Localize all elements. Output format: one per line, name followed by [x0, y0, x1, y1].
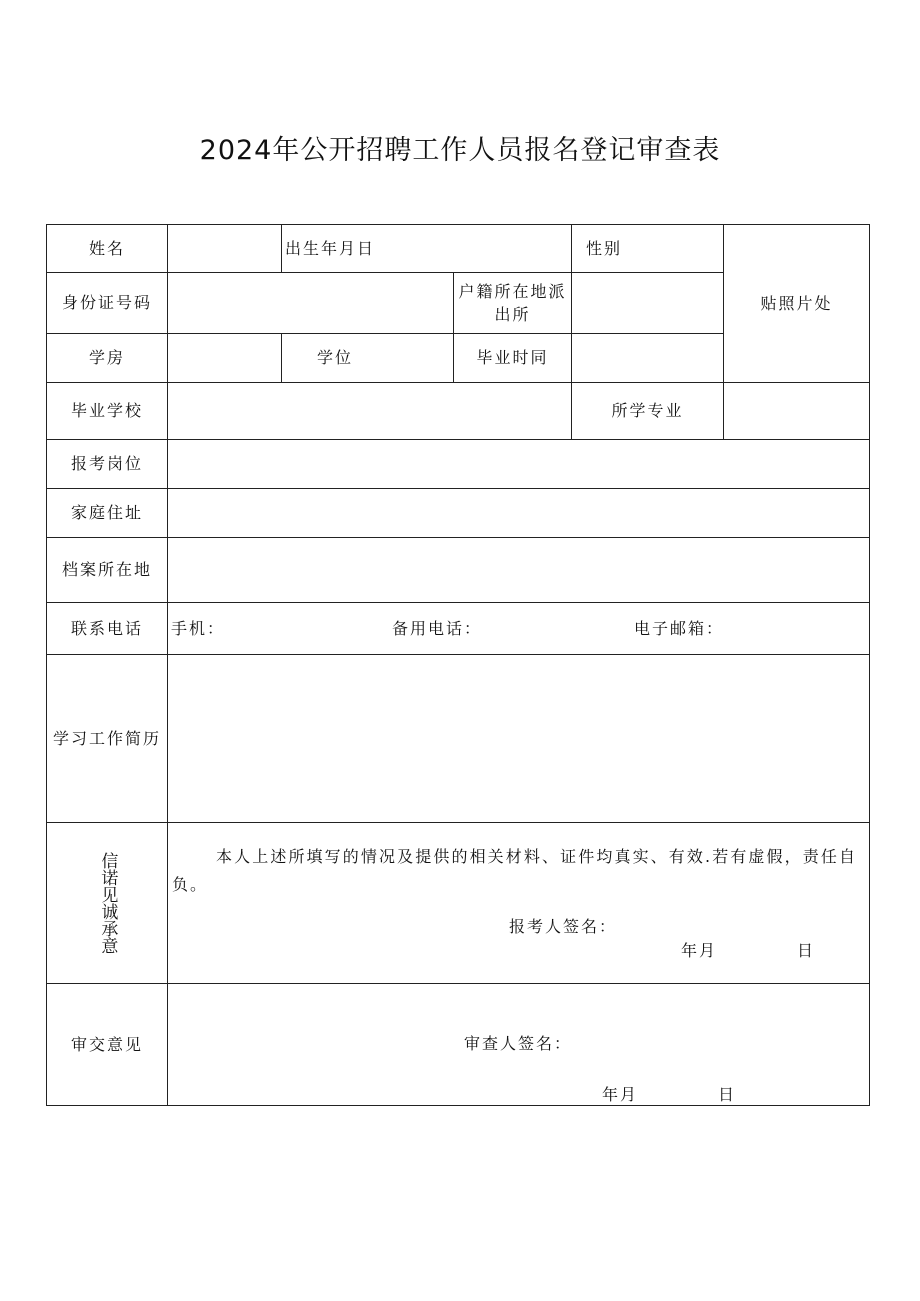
label-pledge: 信诺见诚承意 — [46, 822, 168, 984]
applicant-signature-label: 报考人签名： — [509, 917, 618, 936]
label-resume: 学习工作简历 — [46, 654, 168, 823]
registration-form — [46, 224, 870, 1106]
name-field[interactable] — [167, 224, 282, 273]
label-grad-time: 毕业时同 — [453, 333, 572, 383]
education-field[interactable] — [167, 333, 282, 383]
reviewer-signature-label: 审查人签名： — [464, 1034, 573, 1053]
address-field[interactable] — [167, 488, 870, 538]
pledge-year-month: 年月 — [681, 941, 718, 960]
pledge-text: 本人上述所填写的情况及提供的相关材料、证件均真实、有效.若有虚假，责任自负。 — [172, 847, 857, 894]
label-school: 毕业学校 — [46, 382, 168, 440]
label-archive: 档案所在地 — [46, 537, 168, 603]
label-degree: 学位 — [281, 333, 454, 383]
email-label: 电子邮箱： — [634, 618, 725, 638]
label-birth[interactable]: 出生年月日 — [281, 224, 572, 273]
label-gender[interactable]: 性别 — [571, 224, 724, 273]
photo-area: 贴照片处 — [723, 224, 870, 383]
id-number-field[interactable] — [167, 272, 454, 334]
label-education: 学房 — [46, 333, 168, 383]
label-hukou: 户籍所在地派出所 — [453, 272, 572, 334]
school-field[interactable] — [167, 382, 572, 440]
backup-phone-label: 备用电话： — [392, 618, 483, 638]
major-field[interactable] — [723, 382, 870, 440]
contact-field[interactable] — [167, 602, 870, 655]
label-contact: 联系电话 — [46, 602, 168, 655]
review-year-month: 年月 — [602, 1085, 639, 1104]
hukou-field[interactable] — [571, 272, 724, 334]
review-area — [167, 983, 870, 1106]
archive-field[interactable] — [167, 537, 870, 603]
label-name: 姓名 — [46, 224, 168, 273]
label-position: 报考岗位 — [46, 439, 168, 489]
pledge-day: 日 — [797, 941, 816, 960]
pledge-area — [167, 822, 870, 984]
label-address: 家庭住址 — [46, 488, 168, 538]
mobile-label: 手机： — [171, 618, 226, 638]
label-major: 所学专业 — [571, 382, 724, 440]
position-field[interactable] — [167, 439, 870, 489]
label-review: 审交意见 — [46, 983, 168, 1106]
label-id-number: 身份证号码 — [46, 272, 168, 334]
grad-time-field[interactable] — [571, 333, 724, 383]
form-title: 2024年公开招聘工作人员报名登记审查表 — [199, 135, 721, 166]
resume-field[interactable] — [167, 654, 870, 823]
review-day: 日 — [718, 1085, 737, 1104]
